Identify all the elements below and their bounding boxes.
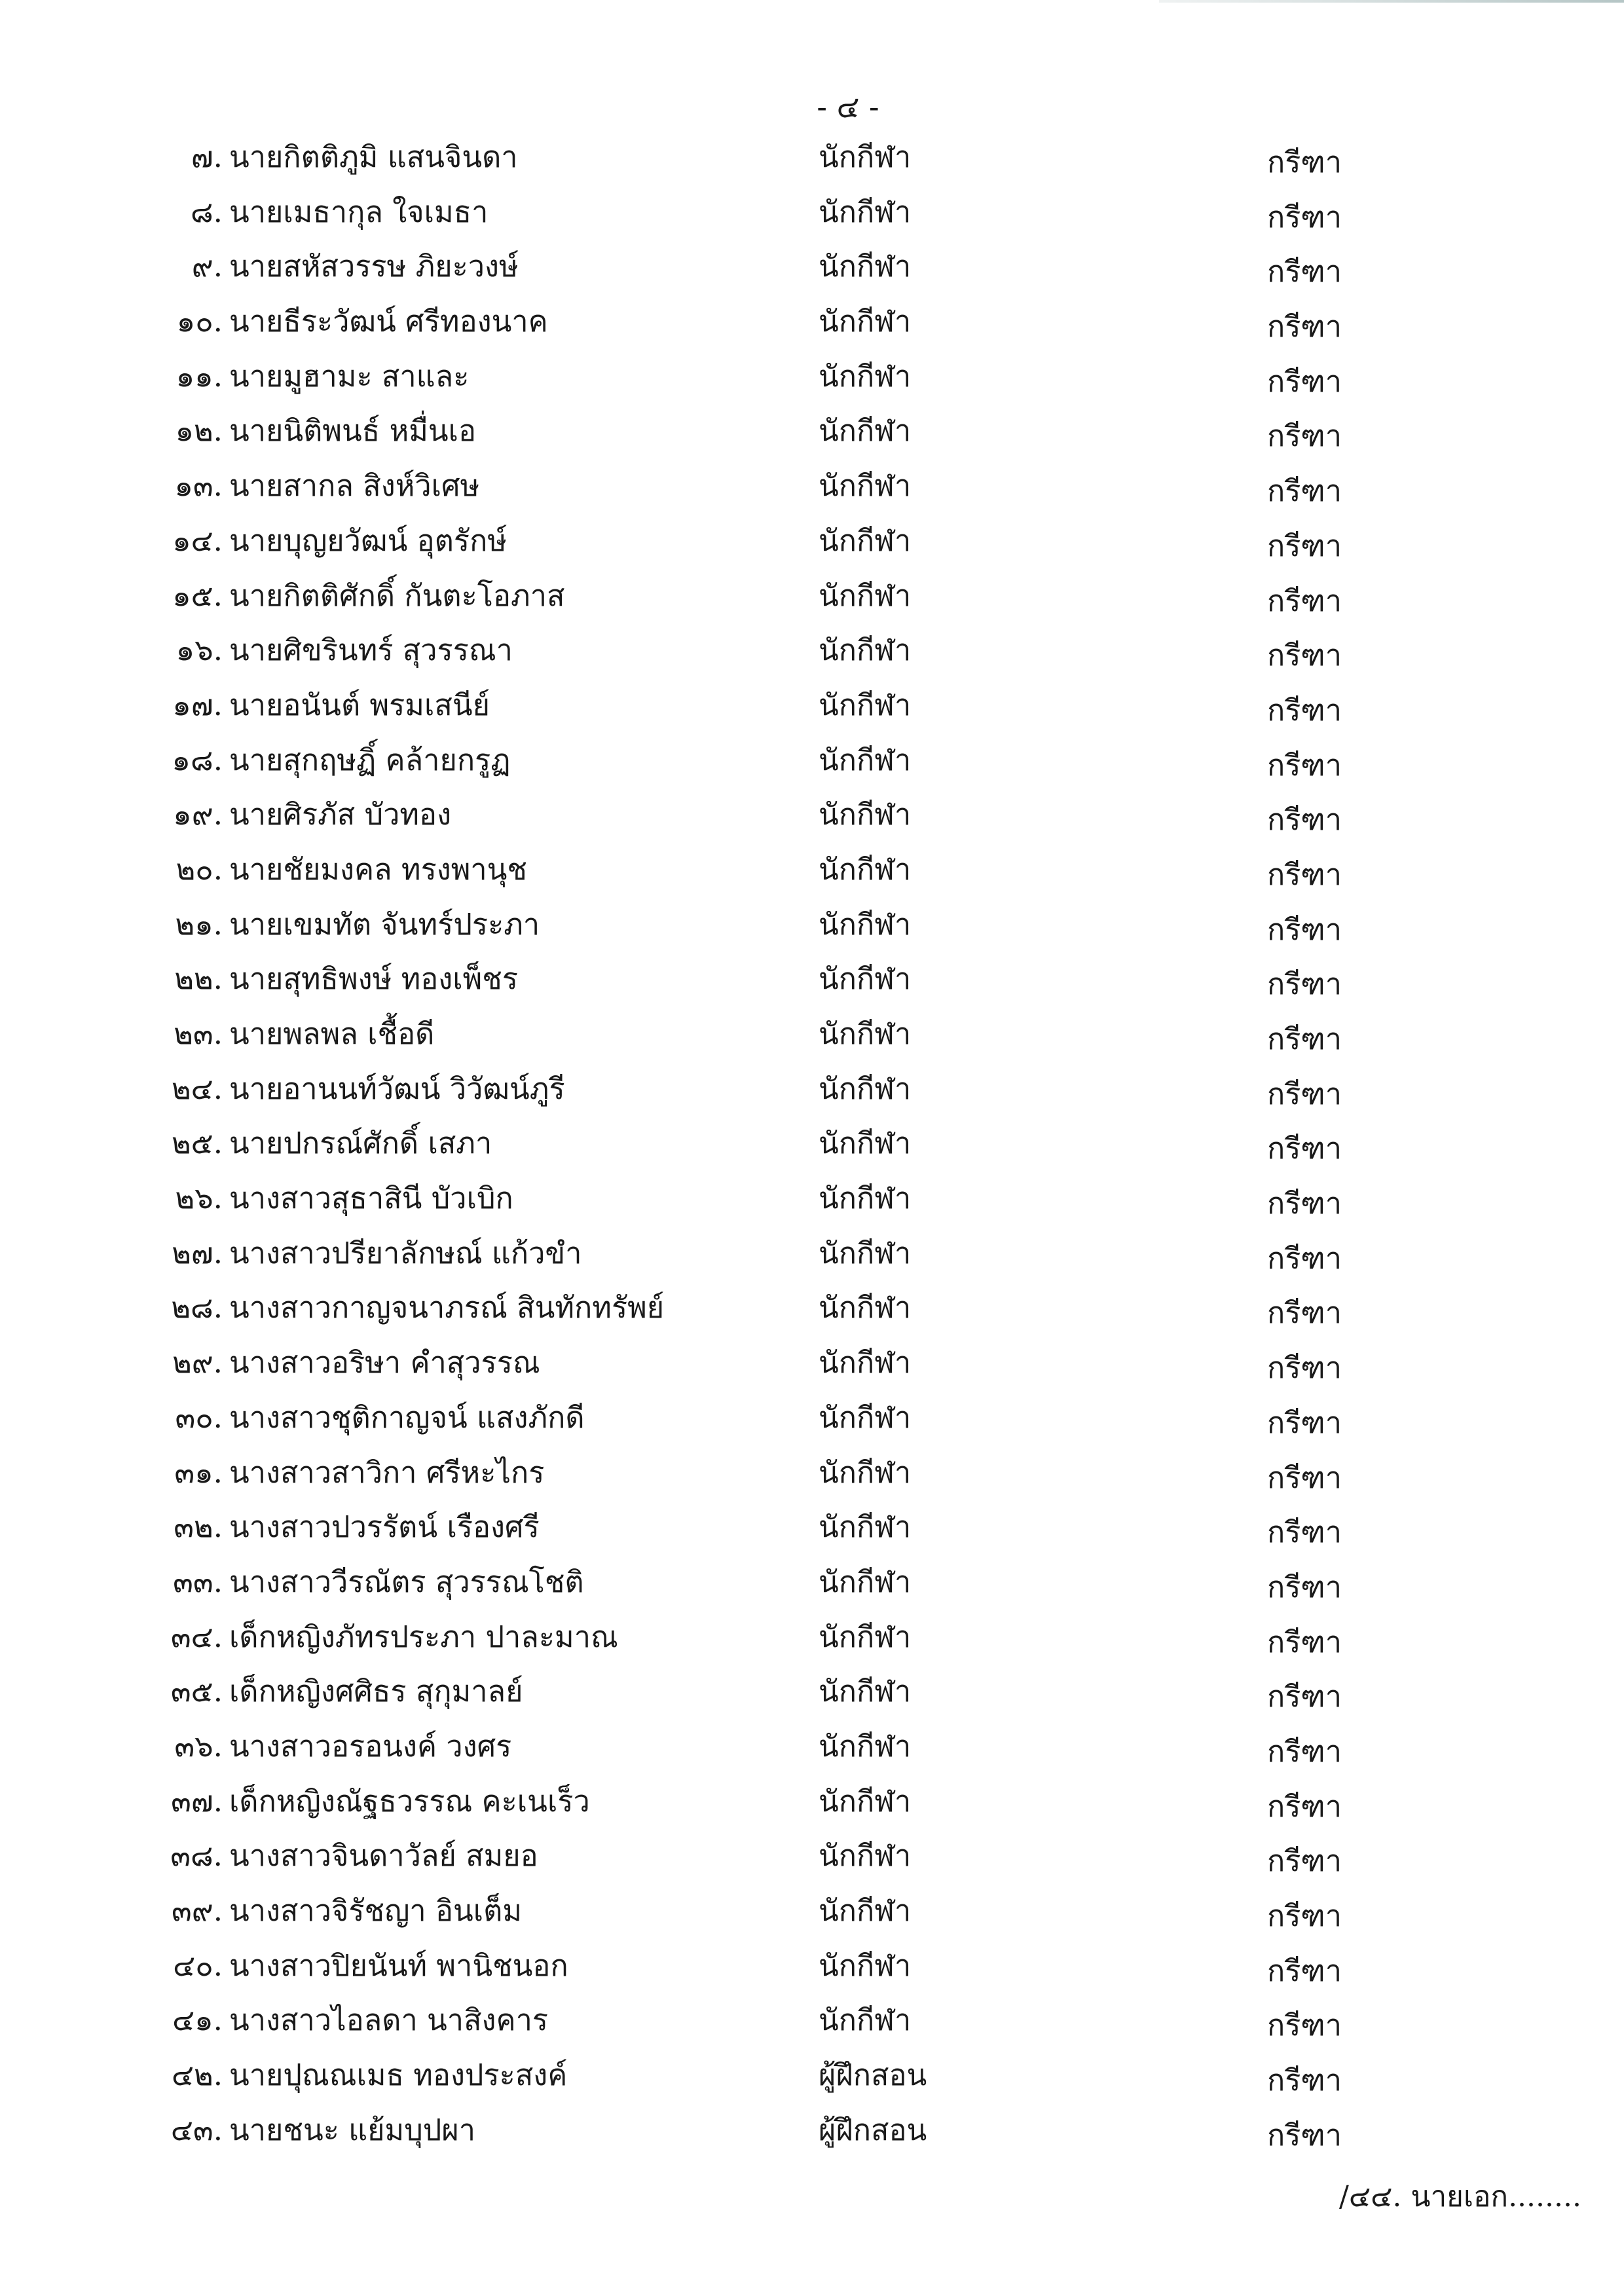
person-name: นายสุกฤษฏิ์ คล้ายกรูฏ (229, 742, 511, 777)
person-name: นายสหัสวรรษ ภิยะวงษ์ (229, 249, 519, 284)
sport-type: กรีฑา (1267, 638, 1342, 673)
sport-type: กรีฑา (1267, 1186, 1342, 1221)
person-role: นักกีฬา (819, 1509, 912, 1545)
person-name: นายชัยมงคล ทรงพานุช (229, 851, 527, 887)
roster-row (0, 463, 1624, 518)
person-name: เด็กหญิงภัทรประภา ปาละมาณ (229, 1619, 618, 1654)
roster-row (0, 244, 1624, 299)
person-role: นักกีฬา (819, 1948, 912, 1983)
person-name: นายพลพล เชื้อดี (229, 1016, 435, 1051)
entry-number: ๓๔. (170, 1619, 223, 1654)
entry-number: ๔๐. (173, 1948, 223, 1983)
entry-number: ๒๙. (172, 1345, 223, 1380)
person-role: นักกีฬา (819, 523, 912, 558)
person-role: นักกีฬา (819, 1619, 912, 1654)
person-role: นักกีฬา (819, 1071, 912, 1106)
entry-number: ๓๙. (171, 1893, 223, 1928)
sport-type: กรีฑา (1267, 802, 1342, 838)
person-name: นายอานนท์วัฒน์ วิวัฒน์ภูรี (229, 1071, 565, 1106)
person-role: นักกีฬา (819, 413, 912, 449)
entry-number: ๑๗. (172, 687, 223, 722)
entry-number: ๑๔. (172, 523, 223, 558)
sport-type: กรีฑา (1267, 1131, 1342, 1166)
entry-number: ๔๑. (172, 2003, 223, 2038)
person-role: นักกีฬา (819, 906, 912, 942)
person-name: นายปกรณ์ศักดิ์ เสภา (229, 1126, 492, 1161)
roster-row (0, 408, 1624, 463)
person-name: นางสาวปิยนันท์ พานิชนอก (229, 1948, 568, 1983)
sport-type: กรีฑา (1267, 967, 1342, 1002)
roster-row (0, 2107, 1624, 2162)
sport-type: กรีฑา (1267, 473, 1342, 509)
entry-number: ๓๖. (174, 1728, 223, 1764)
roster-row (0, 1997, 1624, 2052)
person-name: นางสาวชุติกาญจน์ แสงภักดี (229, 1399, 585, 1435)
sport-type: กรีฑา (1267, 1843, 1342, 1879)
entry-number: ๗. (191, 139, 223, 174)
person-role: นักกีฬา (819, 961, 912, 997)
sport-type: กรีฑา (1267, 747, 1342, 783)
person-name: นางสาวจิรัชญา อินเต็ม (229, 1893, 523, 1928)
person-role: นักกีฬา (819, 1235, 912, 1270)
roster-row (0, 134, 1624, 189)
person-role: นักกีฬา (819, 139, 912, 174)
roster-row (0, 627, 1624, 682)
person-role: นักกีฬา (819, 851, 912, 887)
person-role: นักกีฬา (819, 633, 912, 668)
person-role: นักกีฬา (819, 797, 912, 832)
person-name: นางสาวสุธาสินี บัวเบิก (229, 1181, 513, 1216)
entry-number: ๑๘. (172, 742, 223, 777)
sport-type: กรีฑา (1267, 692, 1342, 728)
sport-type: กรีฑา (1267, 912, 1342, 947)
roster-list (0, 134, 1624, 2162)
person-role: นักกีฬา (819, 1016, 912, 1051)
person-role: นักกีฬา (819, 1728, 912, 1764)
roster-row (0, 1285, 1624, 1340)
person-name: นายปุณณเมธ ทองประสงค์ (229, 2058, 568, 2093)
sport-type: กรีฑา (1267, 1460, 1342, 1495)
roster-row (0, 189, 1624, 244)
roster-row (0, 1066, 1624, 1121)
entry-number: ๙. (191, 249, 223, 284)
roster-row (0, 1943, 1624, 1998)
person-role: นักกีฬา (819, 1838, 912, 1874)
person-name: นางสาวอริษา คำสุวรรณ (229, 1345, 540, 1380)
roster-row (0, 1833, 1624, 1888)
entry-number: ๓๕. (170, 1674, 223, 1709)
entry-number: ๒๕. (171, 1126, 223, 1161)
person-name: นางสาววีรณัตร สุวรรณโชติ (229, 1564, 584, 1599)
sport-type: กรีฑา (1267, 2117, 1342, 2153)
entry-number: ๒๐. (175, 851, 223, 887)
roster-row (0, 518, 1624, 573)
entry-number: ๔๓. (170, 2112, 223, 2147)
person-name: นางสาวอรอนงค์ วงศร (229, 1728, 512, 1764)
roster-row (0, 1779, 1624, 1834)
sport-type: กรีฑา (1267, 145, 1342, 179)
person-name: นายศิรภัส บัวทอง (229, 797, 452, 832)
person-role: นักกีฬา (819, 1564, 912, 1599)
person-role: นักกีฬา (819, 1399, 912, 1435)
person-name: นายอนันต์ พรมเสนีย์ (229, 687, 490, 722)
person-role: นักกีฬา (819, 468, 912, 504)
sport-type: กรีฑา (1267, 583, 1342, 618)
sport-type: กรีฑา (1267, 1076, 1342, 1111)
person-name: นายนิติพนธ์ หมื่นเอ (229, 413, 477, 449)
person-name: เด็กหญิงณัฐธวรรณ คะเนเร็ว (229, 1783, 590, 1819)
sport-type: กรีฑา (1267, 857, 1342, 892)
person-name: นางสาวสาวิกา ศรีหะไกร (229, 1454, 545, 1490)
entry-number: ๓๒. (174, 1509, 223, 1545)
person-role: นักกีฬา (819, 358, 912, 394)
page-number: - ๔ - (817, 89, 879, 124)
sport-type: กรีฑา (1267, 1679, 1342, 1714)
entry-number: ๑๙. (173, 797, 223, 832)
person-role: นักกีฬา (819, 1454, 912, 1490)
entry-number: ๒๒. (174, 961, 223, 997)
roster-row (0, 1011, 1624, 1066)
person-name: นายบุญยวัฒน์ อุตรักษ์ (229, 523, 507, 558)
roster-row (0, 1175, 1624, 1230)
entry-number: ๑๑. (175, 358, 223, 394)
person-name: นายเมธากุล ใจเมธา (229, 194, 489, 229)
sport-type: กรีฑา (1267, 1515, 1342, 1550)
person-role: นักกีฬา (819, 742, 912, 777)
scan-top-edge (1159, 0, 1624, 3)
roster-row (0, 299, 1624, 354)
sport-type: กรีฑา (1267, 1405, 1342, 1440)
person-name: นายสากล สิงห์วิเศษ (229, 468, 480, 504)
sport-type: กรีฑา (1267, 528, 1342, 563)
roster-row (0, 737, 1624, 792)
roster-row (0, 1120, 1624, 1175)
roster-row (0, 1395, 1624, 1450)
entry-number: ๒๔. (171, 1071, 223, 1106)
sport-type: กรีฑา (1267, 1788, 1342, 1824)
person-name: นายกิตติภูมิ แสนจินดา (229, 139, 518, 174)
roster-row (0, 1450, 1624, 1505)
entry-number: ๒๘. (171, 1290, 223, 1325)
person-name: นางสาวปรียาลักษณ์ แก้วขำ (229, 1235, 582, 1270)
roster-row (0, 1669, 1624, 1724)
sport-type: กรีฑา (1267, 309, 1342, 344)
roster-row (0, 1724, 1624, 1779)
person-name: นายสุทธิพงษ์ ทองเพ็ชร (229, 961, 519, 997)
entry-number: ๑๓. (174, 468, 223, 504)
person-role: ผู้ฝึกสอน (819, 2112, 927, 2147)
person-name: นายมูฮามะ สาและ (229, 358, 470, 394)
roster-row (0, 956, 1624, 1011)
person-name: นางสาวปวรรัตน์ เรืองศรี (229, 1509, 540, 1545)
person-role: นักกีฬา (819, 1783, 912, 1819)
sport-type: กรีฑา (1267, 1240, 1342, 1276)
entry-number: ๓๓. (173, 1564, 223, 1599)
entry-number: ๔๒. (171, 2058, 223, 2093)
sport-type: กรีฑา (1267, 2008, 1342, 2043)
sport-type: กรีฑา (1267, 1022, 1342, 1056)
roster-row (0, 682, 1624, 737)
sport-type: กรีฑา (1267, 2063, 1342, 2098)
entry-number: ๒๖. (175, 1181, 223, 1216)
person-role: นักกีฬา (819, 578, 912, 613)
roster-row (0, 1614, 1624, 1669)
sport-type: กรีฑา (1267, 254, 1342, 289)
entry-number: ๓๑. (174, 1454, 223, 1490)
roster-row (0, 2052, 1624, 2107)
person-role: นักกีฬา (819, 1893, 912, 1928)
roster-row (0, 1340, 1624, 1395)
person-name: นายกิตติศักดิ์ กันตะโอภาส (229, 578, 565, 613)
roster-row (0, 1559, 1624, 1614)
sport-type: กรีฑา (1267, 363, 1342, 399)
person-name: นายศิขรินทร์ สุวรรณา (229, 633, 513, 668)
entry-number: ๘. (190, 194, 223, 229)
entry-number: ๑๕. (172, 578, 223, 613)
sport-type: กรีฑา (1267, 1898, 1342, 1933)
entry-number: ๑๒. (175, 413, 223, 449)
person-role: นักกีฬา (819, 249, 912, 284)
sport-type: กรีฑา (1267, 418, 1342, 454)
sport-type: กรีฑา (1267, 1624, 1342, 1659)
sport-type: กรีฑา (1267, 1295, 1342, 1331)
roster-row (0, 1888, 1624, 1943)
roster-row (0, 902, 1624, 957)
person-name: นางสาวไอลดา นาสิงคาร (229, 2003, 549, 2038)
person-name: นายธีระวัฒน์ ศรีทองนาค (229, 304, 548, 339)
entry-number: ๑๖. (175, 633, 223, 668)
person-role: นักกีฬา (819, 687, 912, 722)
roster-row (0, 354, 1624, 409)
person-role: นักกีฬา (819, 304, 912, 339)
entry-number: ๑๐. (176, 304, 223, 339)
entry-number: ๓๐. (175, 1399, 223, 1435)
person-role: นักกีฬา (819, 2003, 912, 2038)
roster-row (0, 573, 1624, 628)
person-role: นักกีฬา (819, 1126, 912, 1161)
roster-row (0, 1230, 1624, 1285)
entry-number: ๒๑. (175, 906, 223, 942)
person-role: นักกีฬา (819, 1674, 912, 1709)
continuation-note: /๔๔. นายเอก........ (1339, 2180, 1581, 2213)
person-name: นายเขมทัต จันทร์ประภา (229, 906, 540, 942)
person-role: นักกีฬา (819, 1181, 912, 1216)
person-role: นักกีฬา (819, 1290, 912, 1325)
entry-number: ๒๗. (172, 1235, 223, 1270)
person-role: ผู้ฝึกสอน (819, 2058, 927, 2093)
person-role: นักกีฬา (819, 194, 912, 229)
person-name: นางสาวกาญจนาภรณ์ สินทักทรัพย์ (229, 1290, 665, 1325)
entry-number: ๓๗. (171, 1783, 223, 1819)
person-name: เด็กหญิงศศิธร สุกุมาลย์ (229, 1674, 523, 1709)
person-name: นายชนะ แย้มบุปผา (229, 2112, 475, 2147)
sport-type: กรีฑา (1267, 199, 1342, 234)
person-name: นางสาวจินดาวัลย์ สมยอ (229, 1838, 538, 1874)
roster-row (0, 792, 1624, 847)
roster-row (0, 1504, 1624, 1559)
entry-number: ๓๘. (170, 1838, 223, 1874)
roster-row (0, 847, 1624, 902)
entry-number: ๒๓. (174, 1016, 223, 1051)
sport-type: กรีฑา (1267, 1733, 1342, 1769)
sport-type: กรีฑา (1267, 1350, 1342, 1386)
person-role: นักกีฬา (819, 1345, 912, 1380)
sport-type: กรีฑา (1267, 1953, 1342, 1988)
sport-type: กรีฑา (1267, 1569, 1342, 1604)
